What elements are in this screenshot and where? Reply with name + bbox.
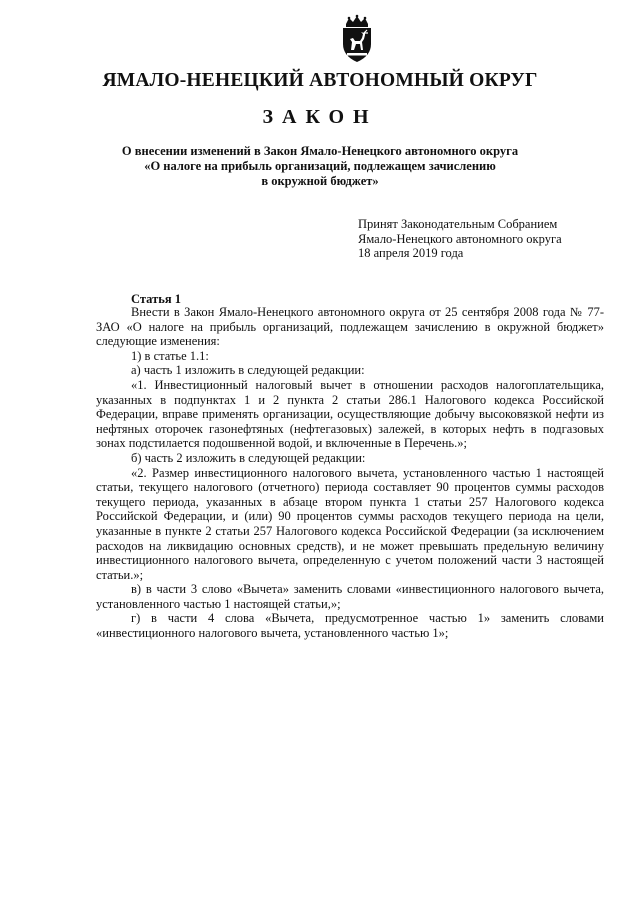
article-paragraph: «2. Размер инвестиционного налогового вычета, установленного частью 1 настоящей статьи, текущего налогового (отчетного) периода составляет 90 процентов суммы расходов текущего периода, указанных в абзаце втором пункта 1 статьи 257 Налогового кодекса Российской Федерации, и (или) 90 процентов суммы расходов текущего периода на цели, указанные в пункте 2 статьи 257 Налогового кодекса Российской Федерации (за исключением расходов на ликвидацию основных средств), и не может превышать предельную величину инвестиционного налогового вычета, определенную с учетом положений части 3 настоящей статьи.»; xyxy=(96,465,604,582)
coat-of-arms-emblem-icon xyxy=(337,14,377,64)
article-paragraph: г) в части 4 слова «Вычета, предусмотренное частью 1» заменить словами «инвестиционного налогового вычета, установленного частью 1»; xyxy=(96,611,604,641)
article-paragraph: Внести в Закон Ямало-Ненецкого автономного округа от 25 сентября 2008 года № 77-ЗАО «О налоге на прибыль организаций, подлежащем зачислению в окружной бюджет» следующие изменения: xyxy=(96,305,604,349)
adoption-note xyxy=(358,217,562,261)
adoption-line: Ямало-Ненецкого автономного округа xyxy=(358,231,562,246)
adoption-date: 18 апреля 2019 года xyxy=(358,246,464,261)
article-paragraph: б) часть 2 изложить в следующей редакции: xyxy=(131,450,366,465)
document-type: ЗАКОН xyxy=(262,106,378,128)
law-title xyxy=(100,144,540,189)
law-title-line: «О налоге на прибыль организаций, подлежащем зачислению xyxy=(144,159,496,173)
article-paragraph: «1. Инвестиционный налоговый вычет в отношении расходов налогоплательщика, указанных в подпунктах 1 и 2 пункта 2 статьи 286.1 Налогового кодекса Российской Федерации, вправе применять организации, осуществляющие добычу высоковязкой нефти из нефтяных оторочек газонефтяных (нефтегазовых) залежей, в которых нефть в подгазовых зонах подстилается подошвенной водой, и включенные в Перечень.»; xyxy=(96,377,604,451)
law-title-line: в окружной бюджет» xyxy=(261,174,379,188)
law-title-line: О внесении изменений в Закон Ямало-Ненецкого автономного округа xyxy=(121,144,519,158)
article-body xyxy=(96,305,604,641)
article-paragraph: 1) в статье 1.1: xyxy=(131,348,209,363)
article-paragraph: в) в части 3 слово «Вычета» заменить словами «инвестиционного налогового вычета, установленного частью 1 настоящей статьи,»; xyxy=(96,582,604,611)
article-heading: Статья 1 xyxy=(131,292,181,306)
article-paragraph: а) часть 1 изложить в следующей редакции: xyxy=(131,363,365,378)
region-name: ЯМАЛО-НЕНЕЦКИЙ АВТОНОМНЫЙ ОКРУГ xyxy=(102,70,538,91)
adoption-line: Принят Законодательным Собранием xyxy=(358,217,558,231)
